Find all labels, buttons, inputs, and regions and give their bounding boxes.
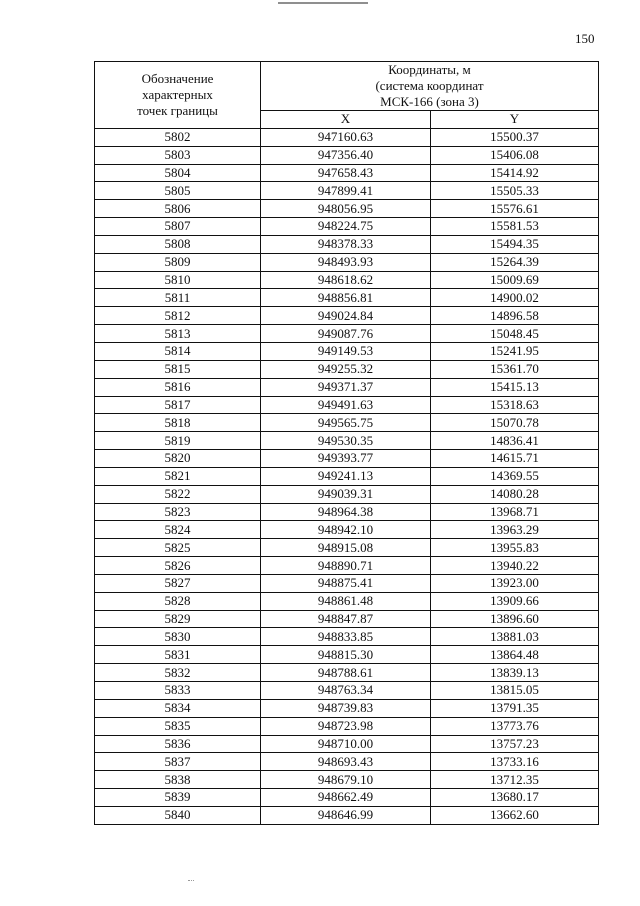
x-coordinate-cell: 948378.33 [261,235,431,253]
point-id-cell: 5818 [95,414,261,432]
y-coordinate-cell: 15494.35 [431,235,599,253]
point-id-cell: 5807 [95,218,261,236]
table-row [95,557,599,575]
point-id-cell: 5814 [95,342,261,360]
x-coordinate-cell: 949087.76 [261,325,431,343]
x-coordinate-cell: 948618.62 [261,271,431,289]
x-coordinate-cell: 947899.41 [261,182,431,200]
y-coordinate-cell: 14900.02 [431,289,599,307]
y-coordinate-cell: 14080.28 [431,485,599,503]
x-coordinate-cell: 948224.75 [261,218,431,236]
table-row [95,253,599,271]
table-row [95,432,599,450]
scan-artifact [278,0,368,4]
point-id-cell: 5821 [95,467,261,485]
table-row [95,592,599,610]
table-row [95,806,599,824]
table-row [95,664,599,682]
y-coordinate-cell: 13680.17 [431,789,599,807]
point-id-cell: 5817 [95,396,261,414]
table-header [95,62,599,129]
x-coordinate-cell: 948662.49 [261,789,431,807]
table-row [95,467,599,485]
table-row [95,271,599,289]
coordinates-header-line: Координаты, м [388,62,471,77]
x-coordinate-cell: 949393.77 [261,450,431,468]
table-row [95,682,599,700]
point-label-header-line: характерных [142,86,213,102]
point-id-cell: 5815 [95,360,261,378]
y-coordinate-cell: 15048.45 [431,325,599,343]
y-coordinate-cell: 14369.55 [431,467,599,485]
table-row [95,235,599,253]
point-id-cell: 5823 [95,503,261,521]
table-row [95,307,599,325]
y-coordinate-cell: 13909.66 [431,592,599,610]
point-id-cell: 5804 [95,164,261,182]
y-coordinate-cell: 13955.83 [431,539,599,557]
y-coordinate-cell: 15241.95 [431,342,599,360]
point-id-cell: 5834 [95,699,261,717]
y-coordinate-cell: 13757.23 [431,735,599,753]
x-coordinate-cell: 948739.83 [261,699,431,717]
x-coordinate-cell: 948815.30 [261,646,431,664]
point-id-cell: 5829 [95,610,261,628]
coordinates-header-line: (система координат [375,78,484,93]
point-id-cell: 5808 [95,235,261,253]
point-id-cell: 5805 [95,182,261,200]
point-id-cell: 5816 [95,378,261,396]
y-coordinate-cell: 13896.60 [431,610,599,628]
table-row [95,539,599,557]
point-label-header-line: точек границы [137,102,218,118]
x-column-header: X [261,111,431,129]
x-coordinate-cell: 949149.53 [261,342,431,360]
x-coordinate-cell: 948833.85 [261,628,431,646]
table-row [95,646,599,664]
y-coordinate-cell: 15505.33 [431,182,599,200]
table-row [95,218,599,236]
x-coordinate-cell: 949024.84 [261,307,431,325]
x-coordinate-cell: 948875.41 [261,574,431,592]
point-id-cell: 5838 [95,771,261,789]
x-coordinate-cell: 948679.10 [261,771,431,789]
table-row [95,164,599,182]
table-row [95,289,599,307]
page-number: 150 [575,31,595,46]
point-id-cell: 5836 [95,735,261,753]
scan-artifact [188,880,194,883]
table-row [95,574,599,592]
point-label-header-line: Обозначение [141,70,214,86]
table-row [95,414,599,432]
table-row [95,325,599,343]
x-coordinate-cell: 948693.43 [261,753,431,771]
point-label-header [95,62,261,129]
y-coordinate-cell: 13712.35 [431,771,599,789]
point-id-cell: 5832 [95,664,261,682]
x-coordinate-cell: 948493.93 [261,253,431,271]
table-row [95,771,599,789]
table-row [95,146,599,164]
x-coordinate-cell: 949241.13 [261,467,431,485]
y-coordinate-cell: 13733.16 [431,753,599,771]
y-coordinate-cell: 15361.70 [431,360,599,378]
point-id-cell: 5820 [95,450,261,468]
coordinates-header-line: МСК-166 (зона 3) [380,94,479,109]
table-row [95,628,599,646]
x-coordinate-cell: 948723.98 [261,717,431,735]
x-coordinate-cell: 947356.40 [261,146,431,164]
y-coordinate-cell: 15581.53 [431,218,599,236]
x-coordinate-cell: 947658.43 [261,164,431,182]
y-coordinate-cell: 13923.00 [431,574,599,592]
table-row [95,182,599,200]
table-row [95,699,599,717]
point-id-cell: 5835 [95,717,261,735]
point-id-cell: 5803 [95,146,261,164]
point-id-cell: 5819 [95,432,261,450]
y-coordinate-cell: 15415.13 [431,378,599,396]
table-row [95,128,599,146]
point-id-cell: 5802 [95,128,261,146]
y-coordinate-cell: 13815.05 [431,682,599,700]
x-coordinate-cell: 948964.38 [261,503,431,521]
table-body [95,128,599,824]
y-coordinate-cell: 14615.71 [431,450,599,468]
x-coordinate-cell: 948710.00 [261,735,431,753]
table-row [95,789,599,807]
table-row [95,378,599,396]
x-coordinate-cell: 948856.81 [261,289,431,307]
table-row [95,396,599,414]
y-coordinate-cell: 13864.48 [431,646,599,664]
x-coordinate-cell: 949565.75 [261,414,431,432]
table-row [95,485,599,503]
point-id-cell: 5828 [95,592,261,610]
point-id-cell: 5827 [95,574,261,592]
point-id-cell: 5806 [95,200,261,218]
x-coordinate-cell: 949039.31 [261,485,431,503]
table-row [95,200,599,218]
table-row [95,753,599,771]
point-id-cell: 5813 [95,325,261,343]
table-row [95,450,599,468]
x-coordinate-cell: 948056.95 [261,200,431,218]
y-coordinate-cell: 13963.29 [431,521,599,539]
x-coordinate-cell: 948763.34 [261,682,431,700]
y-coordinate-cell: 14836.41 [431,432,599,450]
x-coordinate-cell: 948890.71 [261,557,431,575]
x-coordinate-cell: 949371.37 [261,378,431,396]
table-row [95,503,599,521]
table-row [95,735,599,753]
point-id-cell: 5825 [95,539,261,557]
x-coordinate-cell: 949255.32 [261,360,431,378]
y-coordinate-cell: 15009.69 [431,271,599,289]
point-id-cell: 5837 [95,753,261,771]
y-coordinate-cell: 13791.35 [431,699,599,717]
point-id-cell: 5831 [95,646,261,664]
y-coordinate-cell: 13839.13 [431,664,599,682]
x-coordinate-cell: 948646.99 [261,806,431,824]
point-id-cell: 5810 [95,271,261,289]
y-column-header: Y [431,111,599,129]
y-coordinate-cell: 14896.58 [431,307,599,325]
y-coordinate-cell: 13881.03 [431,628,599,646]
point-id-cell: 5824 [95,521,261,539]
x-coordinate-cell: 949530.35 [261,432,431,450]
y-coordinate-cell: 15500.37 [431,128,599,146]
x-coordinate-cell: 948788.61 [261,664,431,682]
point-id-cell: 5822 [95,485,261,503]
y-coordinate-cell: 13940.22 [431,557,599,575]
point-id-cell: 5812 [95,307,261,325]
table-row [95,717,599,735]
x-coordinate-cell: 948861.48 [261,592,431,610]
y-coordinate-cell: 13662.60 [431,806,599,824]
x-coordinate-cell: 949491.63 [261,396,431,414]
point-id-cell: 5809 [95,253,261,271]
y-coordinate-cell: 15264.39 [431,253,599,271]
y-coordinate-cell: 15414.92 [431,164,599,182]
point-id-cell: 5826 [95,557,261,575]
x-coordinate-cell: 948915.08 [261,539,431,557]
y-coordinate-cell: 13773.76 [431,717,599,735]
table-row [95,360,599,378]
y-coordinate-cell: 15406.08 [431,146,599,164]
x-coordinate-cell: 948847.87 [261,610,431,628]
x-coordinate-cell: 947160.63 [261,128,431,146]
y-coordinate-cell: 15070.78 [431,414,599,432]
table-row [95,342,599,360]
table-row [95,521,599,539]
coordinates-table [94,61,599,825]
y-coordinate-cell: 15318.63 [431,396,599,414]
coordinates-header [261,62,599,111]
point-id-cell: 5833 [95,682,261,700]
point-id-cell: 5840 [95,806,261,824]
point-id-cell: 5811 [95,289,261,307]
table-row [95,610,599,628]
point-id-cell: 5830 [95,628,261,646]
x-coordinate-cell: 948942.10 [261,521,431,539]
point-id-cell: 5839 [95,789,261,807]
y-coordinate-cell: 15576.61 [431,200,599,218]
y-coordinate-cell: 13968.71 [431,503,599,521]
